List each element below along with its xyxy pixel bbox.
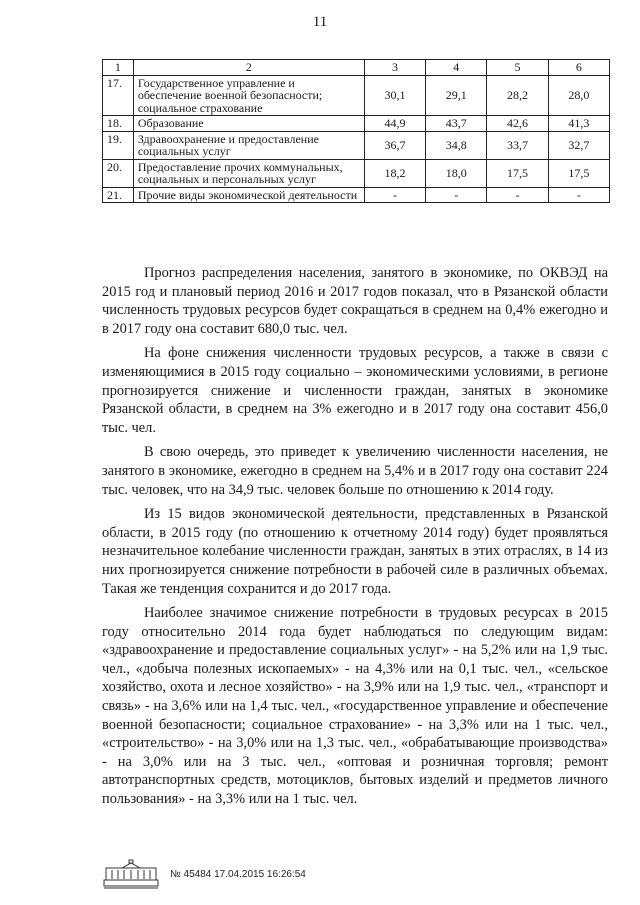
row-value: 34,8	[426, 131, 487, 159]
header-cell-5: 5	[487, 60, 548, 76]
row-value: 29,1	[426, 75, 487, 116]
header-cell-1: 1	[103, 60, 134, 76]
row-value: 28,2	[487, 75, 548, 116]
row-value: 43,7	[426, 116, 487, 132]
table-row	[103, 187, 610, 203]
row-activity: Прочие виды экономической деятельности	[133, 187, 364, 203]
table-row	[103, 131, 610, 159]
document-stamp	[102, 858, 306, 890]
table-row	[103, 116, 610, 132]
row-value: 18,0	[426, 159, 487, 187]
row-value: 41,3	[548, 116, 609, 132]
row-value: 33,7	[487, 131, 548, 159]
row-value: -	[426, 187, 487, 203]
row-value: 36,7	[364, 131, 425, 159]
data-table	[102, 59, 610, 203]
row-value: -	[364, 187, 425, 203]
row-number: 18.	[103, 116, 134, 132]
row-activity: Здравоохранение и предоставление социальных услуг	[133, 131, 364, 159]
row-number: 21.	[103, 187, 134, 203]
stamp-text: № 45484 17.04.2015 16:26:54	[170, 868, 306, 880]
header-cell-6: 6	[548, 60, 609, 76]
paragraph: Из 15 видов экономической деятельности, представленных в Рязанской области, в 2015 году (по отношению к отчетному 2014 году) будет проявляться незначительное колебание численности граждан, занятых в этих отраслях, в 14 из них прогнозируется снижение потребности в рабочей силе в различных объемах. Такая же тенденция сохранится и до 2017 года.	[102, 506, 608, 597]
row-value: 44,9	[364, 116, 425, 132]
row-activity: Образование	[133, 116, 364, 132]
row-activity: Предоставление прочих коммунальных, социальных и персональных услуг	[133, 159, 364, 187]
paragraph: Наиболее значимое снижение потребности в трудовых ресурсах в 2015 году относительно 2014 года будет наблюдаться по следующим видам: «здравоохранение и предоставление социальных услуг» - на 5,2% или на 1,9 тыс. чел., «добыча полезных ископаемых» - на 4,3% или на 0,1 тыс. чел., «сельское хозяйство, охота и лесное хозяйство» - на 3,9% или на 1,9 тыс. чел., «транспорт и связь» - на 3,6% или на 1,4 тыс. чел., «государственное управление и обеспечение военной безопасности; социальное страхование» - на 3,3% или на 1 тыс. чел., «строительство» - на 3,0% или на 1,3 тыс. чел., «обрабатывающие производства» - на 3,0% или на 3 тыс. чел., «оптовая и розничная торговля; ремонт автотранспортных средств, мотоциклов, бытовых изделий и предметов личного пользования» - на 3,3% или на 1 тыс. чел.	[102, 605, 608, 808]
row-value: 28,0	[548, 75, 609, 116]
header-cell-4: 4	[426, 60, 487, 76]
paragraph: Прогноз распределения населения, занятого в экономике, по ОКВЭД на 2015 год и плановый период 2016 и 2017 годов показал, что в Рязанской области численность трудовых ресурсов будет сокращаться в среднем на 0,4% ежегодно и в 2017 году она составит 680,0 тыс. чел.	[102, 265, 608, 337]
row-value: 18,2	[364, 159, 425, 187]
row-value: 17,5	[548, 159, 609, 187]
header-cell-2: 2	[133, 60, 364, 76]
table-row	[103, 159, 610, 187]
body-text	[102, 264, 608, 815]
row-value: -	[548, 187, 609, 203]
table-header-row	[103, 60, 610, 76]
row-value: 42,6	[487, 116, 548, 132]
row-value: 30,1	[364, 75, 425, 116]
row-value: 32,7	[548, 131, 609, 159]
row-activity: Государственное управление и обеспечение военной безопасности; социальное страхование	[133, 75, 364, 116]
row-value: -	[487, 187, 548, 203]
table-row	[103, 75, 610, 116]
row-number: 20.	[103, 159, 134, 187]
government-building-logo-icon	[102, 858, 160, 890]
row-number: 17.	[103, 75, 134, 116]
paragraph: На фоне снижения численности трудовых ресурсов, а также в связи с изменяющимися в 2015 году социально – экономическими условиями, в регионе прогнозируется снижение и численности граждан, занятых в экономике Рязанской области, в среднем на 3% ежегодно и в 2017 году она составит 456,0 тыс. чел.	[102, 345, 608, 436]
header-cell-3: 3	[364, 60, 425, 76]
row-number: 19.	[103, 131, 134, 159]
paragraph: В свою очередь, это приведет к увеличению численности населения, не занятого в экономике, ежегодно в среднем на 5,4% и в 2017 году она составит 224 тыс. человек, что на 34,9 тыс. человек больше по отношению к 2014 году.	[102, 444, 608, 498]
row-value: 17,5	[487, 159, 548, 187]
page-number: 11	[312, 14, 328, 30]
